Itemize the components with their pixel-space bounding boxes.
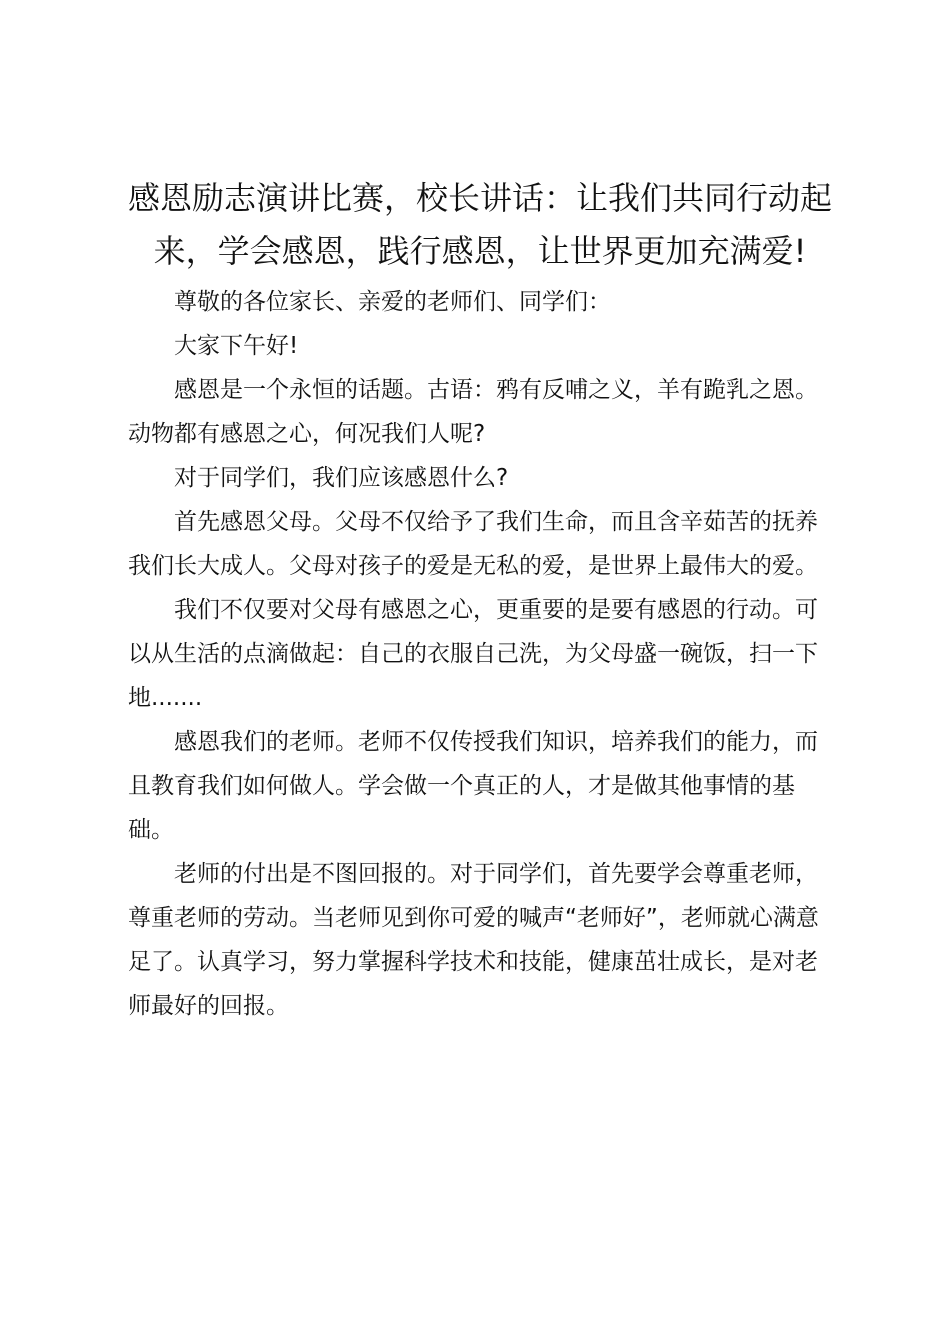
paragraph-thank-parents: 首先感恩父母。父母不仅给予了我们生命，而且含辛茹苦的抚养我们长大成人。父母对孩子的爱是无私的爱，是世界上最伟大的爱。 [128,509,818,579]
paragraph-gratitude-action: 我们不仅要对父母有感恩之心，更重要的是要有感恩的行动。可以从生活的点滴做起：自己的衣服自己洗，为父母盛一碗饭，扫一下地....... [128,597,818,711]
document-title: 感恩励志演讲比赛，校长讲话：让我们共同行动起来，学会感恩，践行感恩，让世界更加充满爱! [128,179,833,270]
paragraph-gratitude-theme: 感恩是一个永恒的话题。古语：鸦有反哺之义，羊有跪乳之恩。动物都有感恩之心，何况我们人呢? [128,377,818,447]
paragraph-greeting: 尊敬的各位家长、亲爱的老师们、同学们： [174,289,611,315]
paragraph-question: 对于同学们，我们应该感恩什么? [174,465,509,491]
paragraph-thank-teachers: 感恩我们的老师。老师不仅传授我们知识，培养我们的能力，而且教育我们如何做人。学会做一个真正的人，才是做其他事情的基础。 [128,729,818,843]
document-page [128,172,832,1028]
paragraph-good-afternoon: 大家下午好! [174,333,299,359]
paragraph-respect-teachers: 老师的付出是不图回报的。对于同学们，首先要学会尊重老师，尊重老师的劳动。当老师见到你可爱的喊声“老师好”，老师就心满意足了。认真学习，努力掌握科学技术和技能，健康茁壮成长，是对老师最好的回报。 [128,861,819,1019]
